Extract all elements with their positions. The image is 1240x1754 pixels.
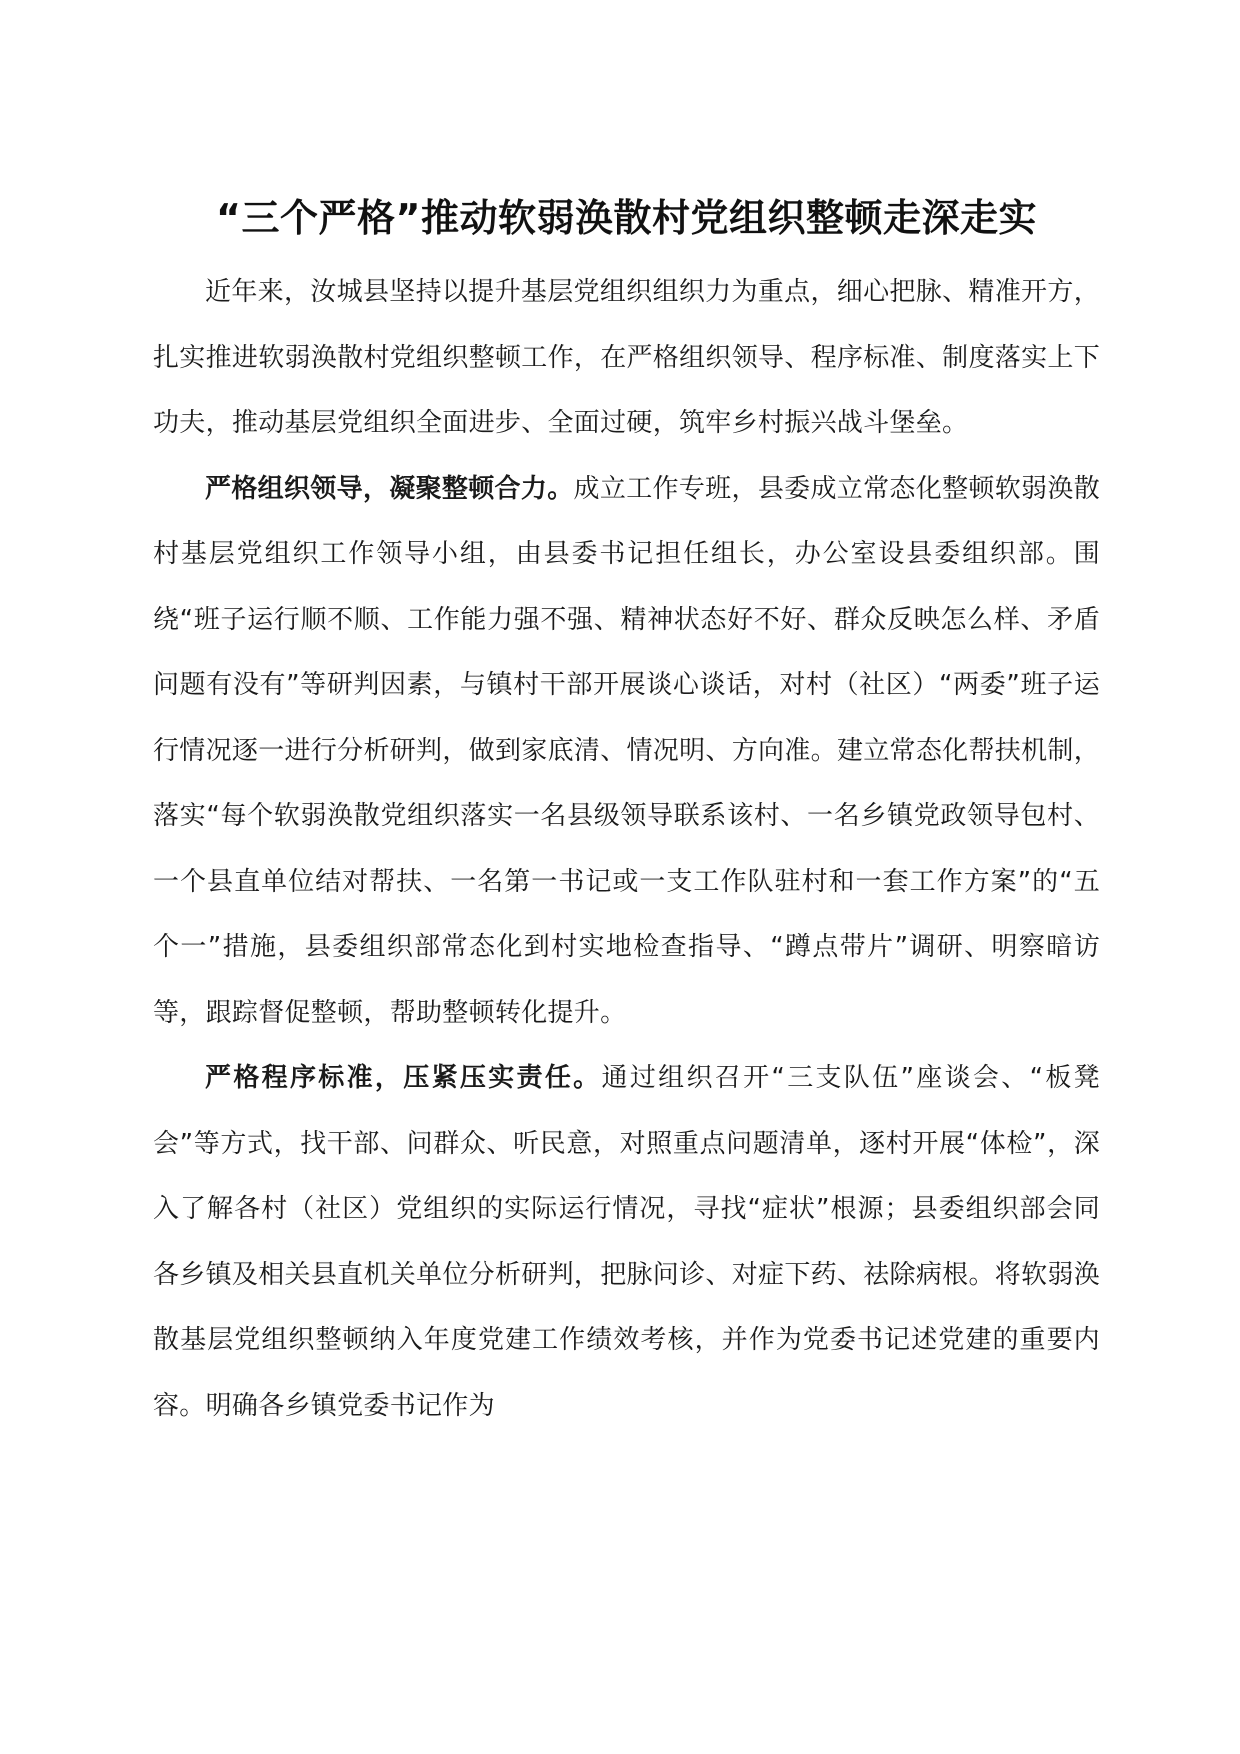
paragraph-text: 通过组织召开“三支队伍”座谈会、“板凳会”等方式，找干部、问群众、听民意，对照重点问题清单，逐村开展“体检”，深入了解各村（社区）党组织的实际运行情况，寻找“症状”根源；县委组织部会同各乡镇及相关县直机关单位分析研判，把脉问诊、对症下药、祛除病根。将软弱涣散基层党组织整顿纳入年度党建工作绩效考核，并作为党委书记述党建的重要内容。明确各乡镇党委书记作为	[153, 1063, 1100, 1421]
paragraph-lead: 严格程序标准，压紧压实责任。	[205, 1063, 602, 1093]
paragraph-text: 成立工作专班，县委成立常态化整顿软弱涣散村基层党组织工作领导小组，由县委书记担任组长，办公室设县委组织部。围绕“班子运行顺不顺、工作能力强不强、精神状态好不好、群众反映怎么样、矛盾问题有没有”等研判因素，与镇村干部开展谈心谈话，对村（社区）“两委”班子运行情况逐一进行分析研判，做到家底清、情况明、方向准。建立常态化帮扶机制，落实“每个软弱涣散党组织落实一名县级领导联系该村、一名乡镇党政领导包村、一个县直单位结对帮扶、一名第一书记或一支工作队驻村和一套工作方案”的“五个一”措施，县委组织部常态化到村实地检查指导、“蹲点带片”调研、明察暗访等，跟踪督促整顿，帮助整顿转化提升。	[153, 473, 1100, 1028]
paragraph-lead: 严格组织领导，凝聚整顿合力。	[205, 473, 574, 504]
paragraph-intro	[153, 260, 1100, 457]
paragraph-organization-leadership	[153, 457, 1100, 1047]
paragraph-procedure-standards	[153, 1046, 1100, 1439]
document-title: “三个严格”推动软弱涣散村党组织整顿走深走实	[216, 196, 1037, 240]
paragraph-text: 近年来，汝城县坚持以提升基层党组织组织力为重点，细心把脉、精准开方，扎实推进软弱涣散村党组织整顿工作，在严格组织领导、程序标准、制度落实上下功夫，推动基层党组织全面进步、全面过硬，筑牢乡村振兴战斗堡垒。	[153, 277, 1100, 438]
